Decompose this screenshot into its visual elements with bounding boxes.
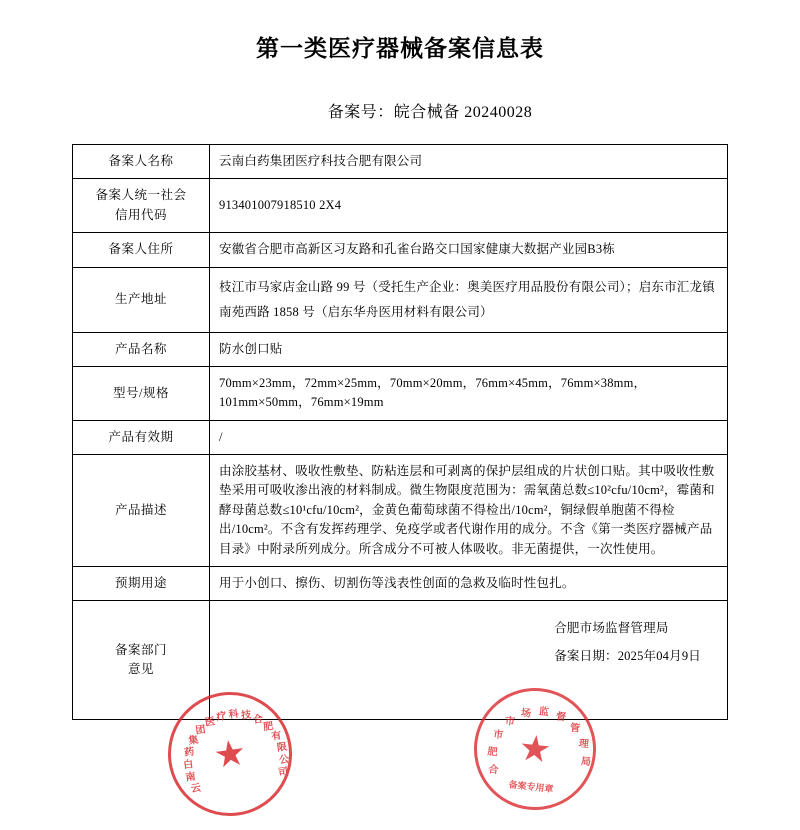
seal-bottom-text: 备案专用章 bbox=[508, 779, 554, 795]
row-value-shelf-life: / bbox=[210, 420, 728, 454]
table-row bbox=[73, 179, 728, 233]
row-label-authority-opinion-line2: 意见 bbox=[127, 662, 154, 677]
table-row bbox=[73, 332, 728, 366]
filing-date: 备案日期：2025年04月9日 bbox=[554, 648, 701, 663]
row-label-authority-opinion-line1: 备案部门 bbox=[114, 642, 167, 657]
table-row bbox=[73, 145, 728, 179]
row-value-product-description: 由涂胶基材、吸收性敷垫、防粘连层和可剥离的保护层组成的片状创口贴。其中吸收性敷垫采用可吸收渗出液的材料制成。微生物限度范围为：需氧菌总数≤10²cfu/10cm²，霉菌和酵母菌总数≤10¹cfu/10cm²，金黄色葡萄球菌不得检出/10cm²，铜绿假单胞菌不得检出/10cm²。不含有发挥药理学、免疫学或者代谢作用的成分。不含《第一类医疗器械产品目录》中附录所列成分。所含成分不可被人体吸收。非无菌提供，一次性使用。 bbox=[210, 455, 728, 567]
left-seal-ring-text: 云 南 白 药 集 团 医 疗 科 技 合 肥 有 限 公 司 bbox=[182, 708, 290, 795]
registration-info-table bbox=[72, 144, 728, 720]
row-value-credit-code: 913401007918510 2X4 bbox=[210, 179, 728, 233]
row-label-filer-name: 备案人名称 bbox=[73, 145, 210, 179]
row-label-authority-opinion bbox=[73, 601, 210, 720]
seal-star-icon: ★ bbox=[211, 731, 249, 777]
row-value-authority-opinion bbox=[210, 601, 728, 720]
document-page bbox=[0, 30, 800, 830]
row-label-credit-code-line2: 信用代码 bbox=[114, 207, 167, 222]
row-label-model-spec: 型号/规格 bbox=[73, 366, 210, 420]
row-label-product-name: 产品名称 bbox=[73, 332, 210, 366]
authority-signature-block bbox=[554, 615, 701, 670]
row-value-model-spec: 70mm×23mm，72mm×25mm，70mm×20mm，76mm×45mm，76mm×38mm，101mm×50mm，76mm×19mm bbox=[210, 366, 728, 420]
table-row bbox=[73, 267, 728, 332]
table-row bbox=[73, 601, 728, 720]
row-label-production-address: 生产地址 bbox=[73, 267, 210, 332]
seal-star-icon: ★ bbox=[516, 727, 554, 771]
authority-name: 合肥市场监督管理局 bbox=[554, 621, 669, 636]
table-row bbox=[73, 233, 728, 267]
record-number: 备案号：皖合械备 20240028 bbox=[327, 104, 533, 121]
row-value-intended-use: 用于小创口、擦伤、切割伤等浅表性创面的急救及临时性包扎。 bbox=[210, 566, 728, 600]
table-row bbox=[73, 566, 728, 600]
table-row bbox=[73, 366, 728, 420]
table-row bbox=[73, 420, 728, 454]
right-seal-ring-text: 合 肥 市 市 场 监 督 管 理 局 bbox=[486, 706, 592, 777]
row-value-product-name: 防水创口贴 bbox=[210, 332, 728, 366]
page-title: 第一类医疗器械备案信息表 bbox=[256, 36, 544, 61]
row-label-filer-address: 备案人住所 bbox=[73, 233, 210, 267]
row-label-intended-use: 预期用途 bbox=[73, 566, 210, 600]
table-row bbox=[73, 455, 728, 567]
row-value-filer-address: 安徽省合肥市高新区习友路和孔雀台路交口国家健康大数据产业园B3栋 bbox=[210, 233, 728, 267]
row-label-credit-code-line1: 备案人统一社会 bbox=[95, 188, 187, 203]
row-value-production-address: 枝江市马家店金山路 99 号（受托生产企业：奥美医疗用品股份有限公司）；启东市汇龙镇南苑西路 1858 号（启东华舟医用材料有限公司） bbox=[210, 267, 728, 332]
row-label-product-description: 产品描述 bbox=[73, 455, 210, 567]
row-value-filer-name: 云南白药集团医疗科技合肥有限公司 bbox=[210, 145, 728, 179]
row-label-credit-code bbox=[73, 179, 210, 233]
row-label-shelf-life: 产品有效期 bbox=[73, 420, 210, 454]
